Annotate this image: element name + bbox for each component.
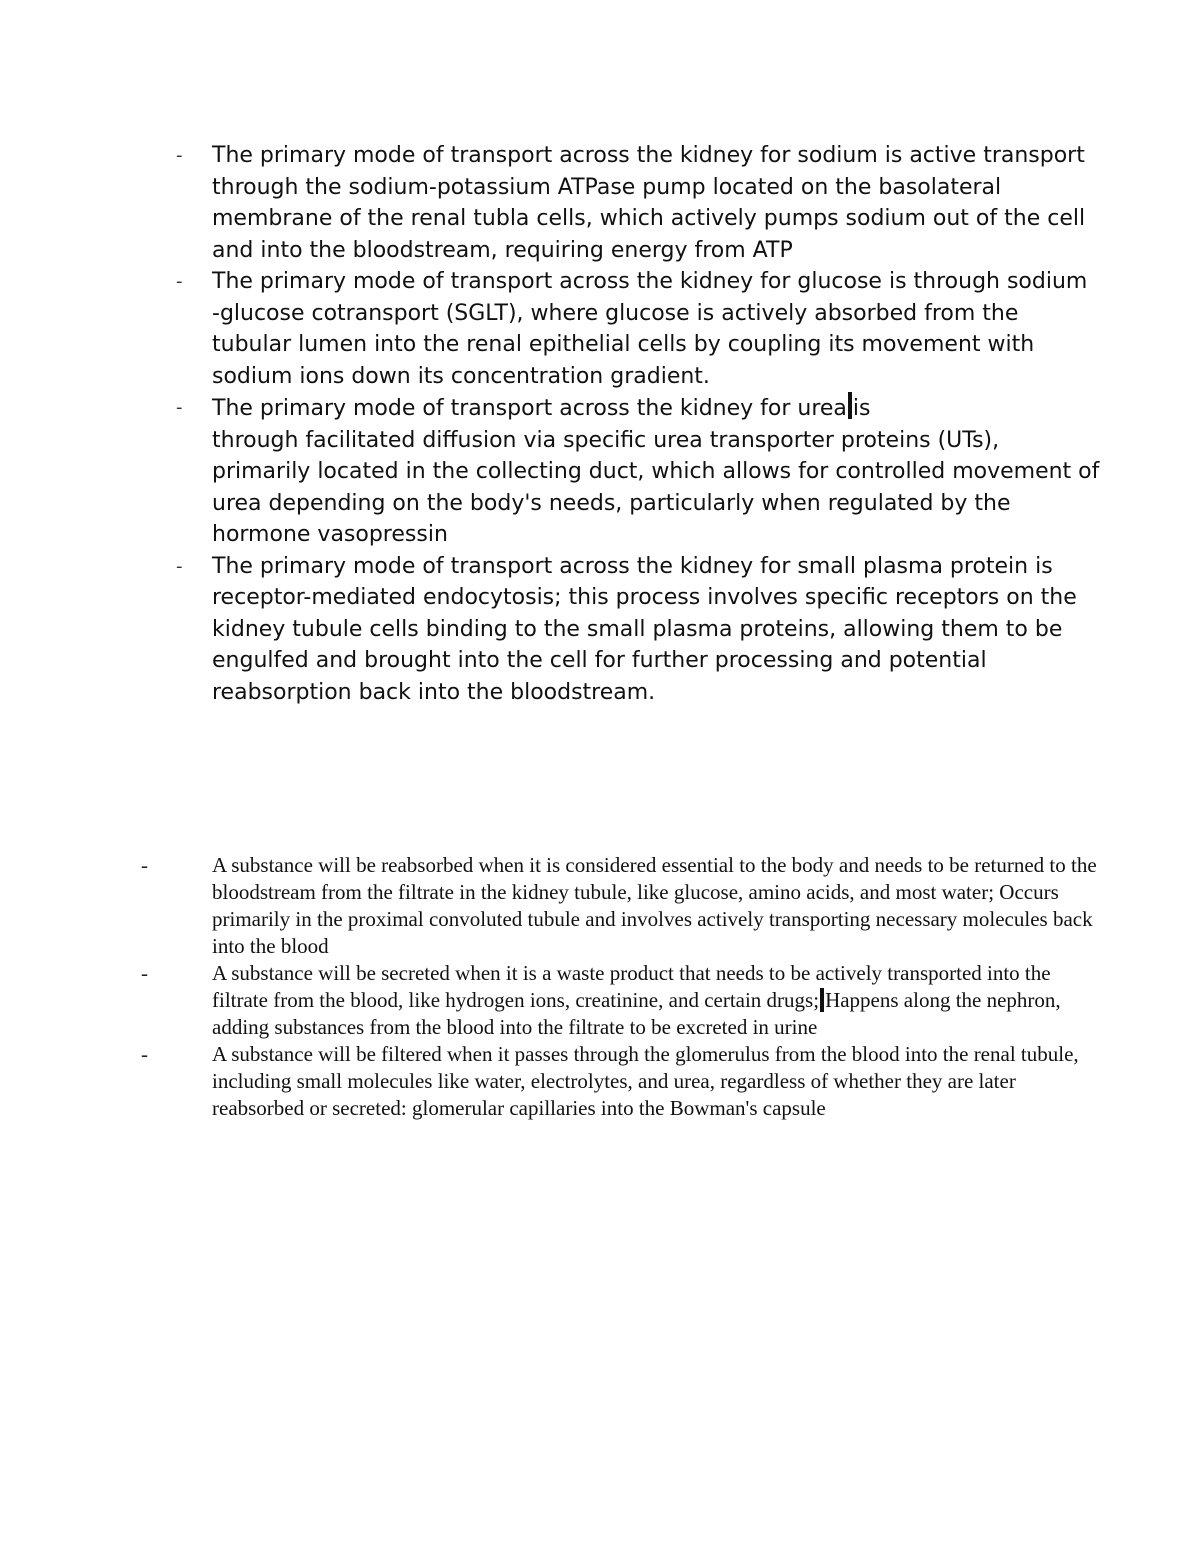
kidney-process-list	[0, 852, 1100, 1122]
list-item-urea[interactable]	[0, 392, 1100, 551]
list-bullet: -	[141, 1042, 148, 1066]
list-item-text: A substance will be secreted when it is a waste product that needs to be actively transported into the filtrate from the blood, like hydrogen ions, creatinine, and certain drugs;	[212, 961, 1051, 1012]
list-item-text: The primary mode of transport across the kidney for urea	[212, 396, 847, 421]
list-item-text: The primary mode of transport across the kidney for sodium is active transport through the sodium-potassium ATPase pump located on the basolateral membrane of the renal tubla cells, which actively pumps sodium out of the cell and into the bloodstream, requiring energy from ATP	[212, 143, 1086, 263]
list-bullet: -	[176, 397, 183, 418]
list-item-text: is	[852, 396, 871, 421]
list-item-filtered[interactable]	[0, 1041, 1100, 1122]
list-bullet: -	[176, 145, 183, 166]
text-cursor	[820, 988, 824, 1012]
list-item-glucose[interactable]	[0, 266, 1100, 392]
list-bullet: -	[176, 271, 183, 292]
list-item-text: The primary mode of transport across the kidney for small plasma protein is receptor-mediated endocytosis; this process involves specific receptors on the kidney tubule cells binding to the small plasma proteins, allowing them to be engulfed and brought into the cell for further processing and potential reabsorption back into the bloodstream.	[212, 553, 1077, 705]
list-item-text: Happens along the nephron, adding substances from the blood into the filtrate to be excreted in urine	[212, 988, 1061, 1039]
list-item-text: A substance will be reabsorbed when it is considered essential to the body and needs to be returned to the bloodstream from the filtrate in the kidney tubule, like glucose, amino acids, and most water; Occurs primarily in the proximal convoluted tubule and involves actively transporting necessary molecules back into the blood	[212, 853, 1097, 958]
list-bullet: -	[176, 555, 183, 577]
list-item-text: through facilitated diffusion via specific urea transporter proteins (UTs), primarily located in the collecting duct, which allows for controlled movement of urea depending on the body's needs, particularly when regulated by the hormone vasopressin	[212, 427, 1100, 547]
list-item-sodium[interactable]	[0, 140, 1100, 266]
list-item-secreted[interactable]	[0, 960, 1100, 1041]
list-item-reabsorbed[interactable]	[0, 852, 1100, 960]
list-bullet: -	[141, 961, 148, 985]
list-item-text: The primary mode of transport across the kidney for glucose is through sodium -glucose cotransport (SGLT), where glucose is actively absorbed from the tubular lumen into the renal epithelial cells by coupling its movement with sodium ions down its concentration gradient.	[212, 269, 1088, 389]
text-cursor	[848, 392, 852, 419]
list-bullet: -	[141, 853, 148, 877]
list-item-plasma-protein[interactable]	[0, 551, 1100, 709]
transport-mode-list	[0, 140, 1100, 708]
list-item-text: A substance will be filtered when it passes through the glomerulus from the blood into the renal tubule, including small molecules like water, electrolytes, and urea, regardless of whether they are later reabsorbed or secreted: glomerular capillaries into the Bowman's capsule	[212, 1042, 1079, 1120]
